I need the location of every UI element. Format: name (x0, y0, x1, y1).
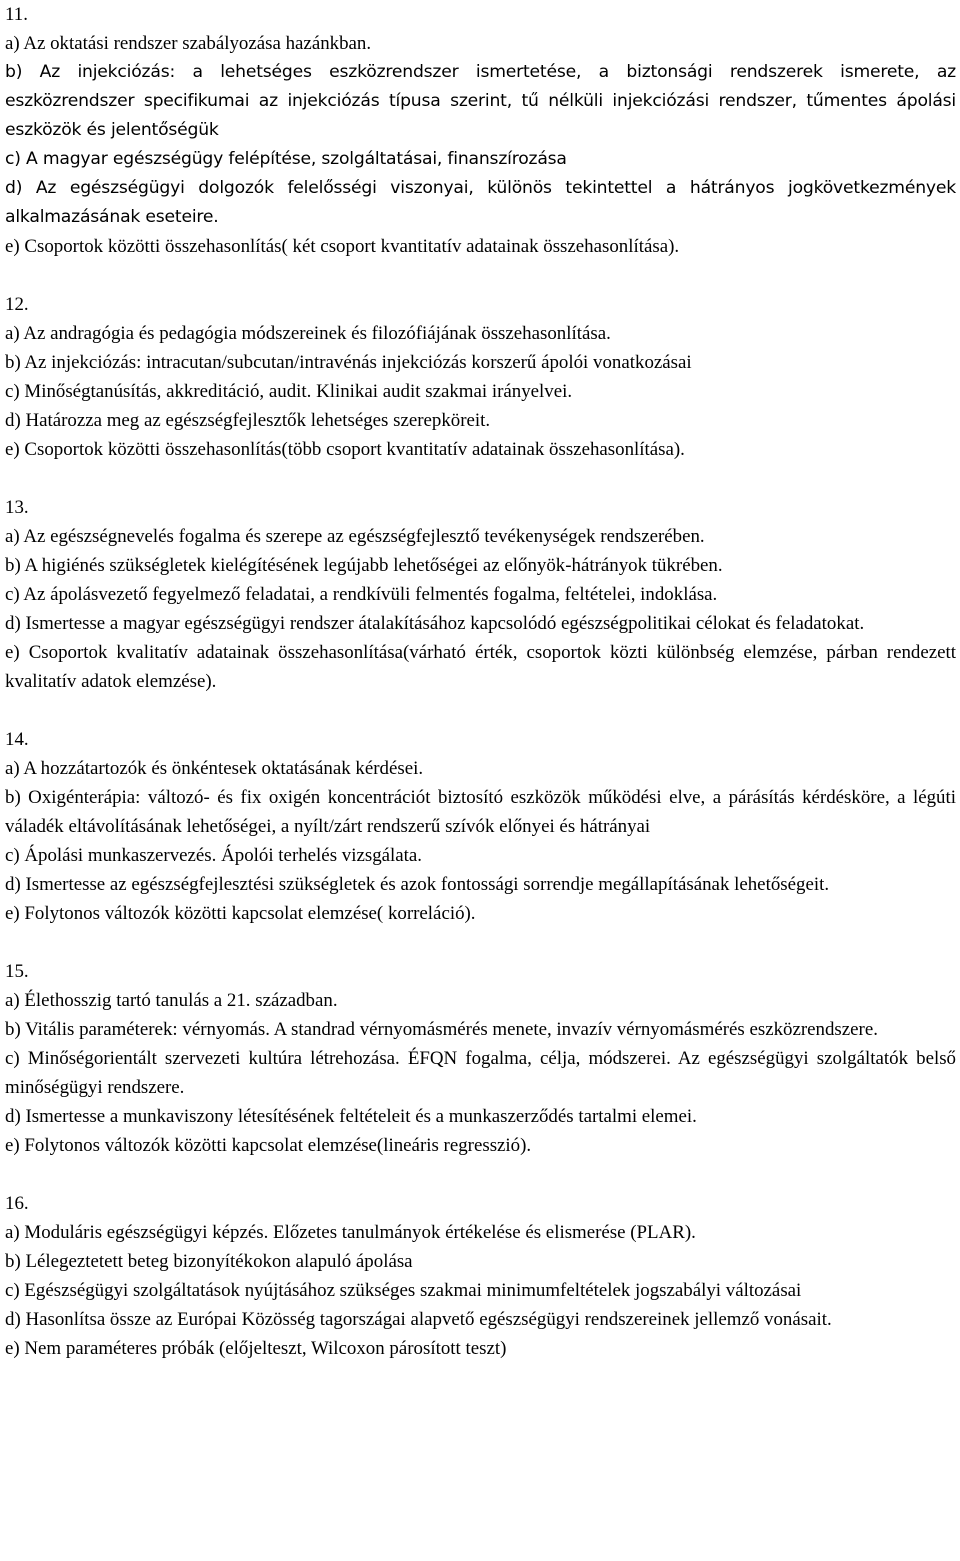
section-spacer (5, 696, 956, 725)
topic-item-d: d) Ismertesse a munkaviszony létesítésének feltételeit és a munkaszerződés tartalmi elemei. (5, 1106, 697, 1127)
topic-number: 13. (5, 497, 29, 518)
topic-item-c: c) Egészségügyi szolgáltatások nyújtásához szükséges szakmai minimumfeltételek jogszabályi változásai (5, 1280, 802, 1301)
topic-item-c: c) Az ápolásvezető fegyelmező feladatai, a rendkívüli felmentés fogalma, feltételei, indoklása. (5, 584, 718, 605)
topic-item-c: c) Ápolási munkaszervezés. Ápolói terhelés vizsgálata. (5, 845, 423, 866)
topic-item-b: b) Az injekciózás: intracutan/subcutan/intravénás injekciózás korszerű ápolói vonatkozásai (5, 352, 692, 373)
topic-number: 11. (5, 4, 28, 25)
topic-number: 14. (5, 729, 29, 750)
topic-item-e: e) Folytonos változók közötti kapcsolat elemzése( korreláció). (5, 903, 476, 924)
topic-item-e: e) Csoportok közötti összehasonlítás( két csoport kvantitatív adatainak összehasonlítása). (5, 236, 680, 257)
section-spacer (5, 261, 956, 290)
topic-item-e: e) Csoportok kvalitatív adatainak összehasonlítása(várható érték, csoportok közti különbség elemzése, párban rendezett kvalitatív adatok elemzése). (5, 642, 956, 692)
topic-item-a: a) Az egészségnevelés fogalma és szerepe az egészségfejlesztő tevékenységek rendszerében. (5, 526, 705, 547)
exam-topic-16 (5, 1189, 956, 1363)
exam-topic-13 (5, 493, 956, 696)
topic-item-a: a) Az oktatási rendszer szabályozása hazánkban. (5, 33, 372, 54)
exam-topic-12 (5, 290, 956, 464)
topic-item-b: b) A higiénés szükségletek kielégítésének legújabb lehetőségei az előnyök-hátrányok tükrében. (5, 555, 723, 576)
topic-item-a: a) Moduláris egészségügyi képzés. Előzetes tanulmányok értékelése és elismerése (PLAR). (5, 1222, 696, 1243)
topic-item-b: b) Lélegeztetett beteg bizonyítékokon alapuló ápolása (5, 1251, 413, 1272)
topic-item-e: e) Nem paraméteres próbák (előjelteszt, Wilcoxon párosított teszt) (5, 1338, 507, 1359)
section-spacer (5, 1160, 956, 1189)
section-spacer (5, 928, 956, 957)
topic-item-e: e) Folytonos változók közötti kapcsolat elemzése(lineáris regresszió). (5, 1135, 532, 1156)
topic-item-d: d) Ismertesse az egészségfejlesztési szükségletek és azok fontossági sorrendje megállapításának lehetőségeit. (5, 874, 830, 895)
topic-item-e: e) Csoportok közötti összehasonlítás(több csoport kvantitatív adatainak összehasonlítása). (5, 439, 685, 460)
topic-item-d: d) Határozza meg az egészségfejlesztők lehetséges szerepköreit. (5, 410, 491, 431)
topic-item-d: d) Hasonlítsa össze az Európai Közösség tagországai alapvető egészségügyi rendszereinek jellemző vonásait. (5, 1309, 832, 1330)
topic-item-a: a) Élethosszig tartó tanulás a 21. században. (5, 990, 338, 1011)
topic-item-d: d) Az egészségügyi dolgozók felelősségi viszonyai, különös tekintettel a hátrányos jogkövetkezmények alkalmazásának eseteire. (5, 178, 956, 227)
topic-item-b: b) Oxigénterápia: változó- és fix oxigén koncentrációt biztosító eszközök működési elve, a párásítás kérdésköre, a légúti váladék eltávolításának lehetőségei, a nyílt/zárt rendszerű szívók előnyei és hátrányai (5, 787, 956, 837)
topic-number: 15. (5, 961, 29, 982)
exam-topic-15 (5, 957, 956, 1160)
topic-item-a: a) A hozzátartozók és önkéntesek oktatásának kérdései. (5, 758, 424, 779)
topic-number: 12. (5, 294, 29, 315)
topic-item-c: c) Minőségtanúsítás, akkreditáció, audit. Klinikai audit szakmai irányelvei. (5, 381, 573, 402)
topic-item-b: b) Vitális paraméterek: vérnyomás. A standrad vérnyomásmérés menete, invazív vérnyomásmérés eszközrendszere. (5, 1019, 878, 1040)
topic-item-a: a) Az andragógia és pedagógia módszereinek és filozófiájának összehasonlítása. (5, 323, 611, 344)
topic-item-c: c) A magyar egészségügy felépítése, szolgáltatásai, finanszírozása (5, 149, 567, 169)
topic-number: 16. (5, 1193, 29, 1214)
topic-item-c: c) Minőségorientált szervezeti kultúra létrehozása. ÉFQN fogalma, célja, módszerei. Az egészségügyi szolgáltatók belső minőségügyi rendszere. (5, 1048, 956, 1098)
topic-item-d: d) Ismertesse a magyar egészségügyi rendszer átalakításához kapcsolódó egészségpolitikai célokat és feladatokat. (5, 613, 865, 634)
exam-topic-11 (5, 0, 956, 261)
topic-item-b: b) Az injekciózás: a lehetséges eszközrendszer ismertetése, a biztonsági rendszerek ismerete, az eszközrendszer specifikumai az injekciózás típusa szerint, tű nélküli injekciózási rendszer, tűmentes ápolási eszközök és jelentőségük (5, 62, 956, 140)
section-spacer (5, 464, 956, 493)
exam-topic-14 (5, 725, 956, 928)
